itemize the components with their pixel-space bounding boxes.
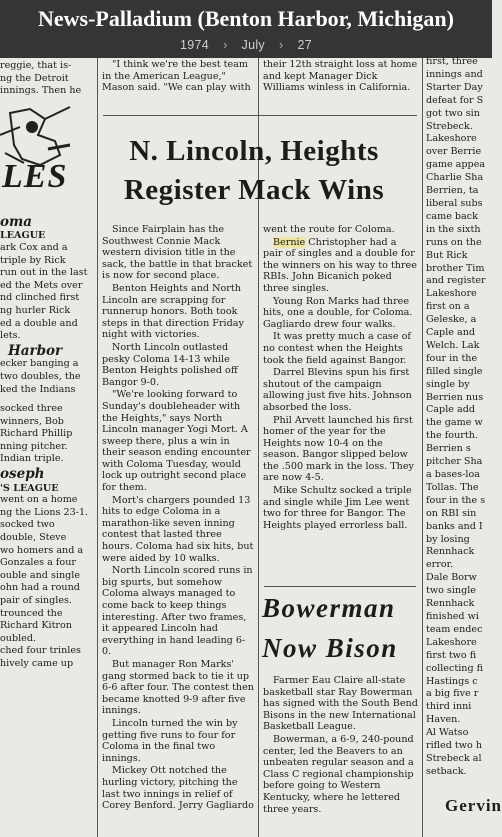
text-line: the game w: [426, 417, 483, 429]
text-line: the fourth.: [426, 430, 478, 442]
breadcrumb-day[interactable]: 27: [297, 38, 312, 52]
text-line: ed a double and: [0, 317, 78, 329]
text-line: reggie, that is-: [0, 60, 72, 71]
text-line: first, three: [426, 56, 478, 67]
text-line: and register: [426, 275, 486, 287]
logo-lettering: LES: [2, 157, 68, 195]
paragraph: "I think we're the best team in the American League," Mason said. "We can play with: [102, 59, 251, 94]
paragraph: "We're looking forward to Sunday's doubleheader with the Heights," says North Lincoln manager Yogi Mort. A sweep there, plus a win in their season ending encounter with Coloma Tuesday, would lock up outright second place for them.: [102, 389, 251, 494]
team-logo-sketch: [0, 105, 95, 213]
column-2-top: [102, 59, 254, 99]
text-line: game appea: [426, 159, 486, 171]
text-line: ched four trinles: [0, 645, 81, 657]
paragraph-text: Christopher had a pair of singles and a double for the winners on his way to three RBIs. John Bicanich poked three singles.: [263, 236, 417, 294]
text-line: ng the Detroit: [0, 72, 69, 84]
breadcrumb-year[interactable]: 1974: [180, 38, 210, 52]
paragraph: Mike Schultz socked a triple and single while Jim Lee went two for three for Bangor. The Heights played errorless ball.: [263, 485, 412, 531]
text-line: innings and: [426, 68, 483, 80]
text-line: pitcher Sha: [426, 456, 483, 468]
text-line: Caple and: [426, 327, 476, 339]
text-line: liberal subs: [426, 197, 483, 209]
headline-line: N. Lincoln, Heights: [129, 135, 379, 167]
text-line: Lakeshore: [426, 636, 477, 648]
text-line: ohn had a round: [0, 582, 80, 594]
paragraph: It was pretty much a case of no contest when the Heights took the field against Bangor.: [263, 331, 411, 366]
text-line: Dale Borw: [426, 572, 477, 584]
text-line: Strebeck.: [426, 120, 473, 132]
paragraph: Benton Heights and North Lincoln are scrapping for runnerup honors. Both took steps in that direction Friday night with victories.: [102, 282, 244, 341]
breadcrumb-month[interactable]: July: [241, 38, 265, 52]
paragraph: North Lincoln scored runs in big spurts, but somehow Coloma always managed to come back to keep things interesting. After two frames, it appeared Lincoln had everything in hand leading 6-0.: [102, 565, 253, 658]
text-line: ked the Indians: [0, 383, 76, 395]
headline-rule: [103, 115, 417, 116]
text-line: trounced the: [0, 607, 63, 619]
paragraph: [263, 237, 418, 295]
text-line: ecker banging a: [0, 358, 79, 370]
paragraph: Mickey Ott notched the hurling victory, pitching the last two innings in relief of Corey Benford. Jerry Gagliardo: [102, 765, 254, 812]
league-head: 'S LEAGUE: [0, 482, 59, 494]
text-line: two single: [426, 585, 476, 597]
text-line: But Rick: [426, 249, 468, 261]
second-headline: [262, 588, 412, 668]
headline-line: Bowerman: [262, 593, 396, 623]
text-line: Gonzales a four: [0, 557, 76, 569]
text-line: socked two: [0, 519, 55, 531]
text-line: ng the Lions 23-1.: [0, 506, 89, 518]
text-line: collecting fi: [426, 662, 484, 674]
paragraph: Since Fairplain has the Southwest Connie Mack western division title in the sack, the battle in that bracket is now for second place.: [102, 224, 253, 282]
text-line: banks and I: [426, 520, 483, 532]
text-line: on RBI sin: [426, 507, 477, 519]
text-line: run out in the last: [0, 267, 88, 279]
story-divider: [264, 586, 416, 587]
text-line: setback.: [426, 765, 467, 777]
newspaper-page: [0, 56, 502, 837]
column-3-body: [263, 224, 418, 584]
text-line: went on a home: [0, 494, 78, 506]
text-line: a bases-loa: [426, 469, 480, 480]
headline-line: Now Bison: [262, 633, 398, 663]
text-line: team endec: [426, 623, 483, 635]
column-rule: [422, 58, 423, 837]
text-line: error.: [426, 559, 454, 571]
paragraph: North Lincoln outlasted pesky Coloma 14-13 while Benton Heights polished off Bangor 9-0.: [102, 341, 238, 388]
text-line: Richard Kitron: [0, 620, 72, 632]
text-line: hively came up: [0, 657, 74, 669]
paragraph: Phil Arvett launched his first homer of the year for the Heights now 10-4 on the season. Bangor slipped below the .500 mark in the loss. They are now 4-5.: [263, 414, 414, 484]
paragraph: Bowerman, a 6-9, 240-pound center, led the Beavers to an unbeaten regular season and a Class C regional championship before going to Western Kentucky, where he lettered three years.: [263, 733, 414, 815]
paragraph: Mort's chargers pounded 13 hits to edge Coloma in a marathon-like seven inning contest that lasted three hours. Coloma had six hits, but were aided by 10 walks.: [102, 494, 254, 564]
text-line: pair of singles.: [0, 595, 72, 606]
column-3-top: [263, 59, 418, 99]
section-head: oma: [0, 213, 33, 230]
text-line: Hastings c: [426, 675, 478, 687]
section-head: Harbor: [8, 342, 63, 359]
column-right-lines: [426, 56, 492, 779]
text-line: Lakeshore: [426, 133, 477, 145]
text-line: first on a: [426, 301, 470, 313]
text-line: Caple add: [426, 404, 475, 416]
text-line: Al Watso: [426, 727, 469, 739]
text-line: four in the: [426, 352, 478, 364]
paragraph: Young Ron Marks had three hits, one a double, for Coloma. Gagliardo drew four walks.: [263, 295, 413, 330]
column-right: [426, 56, 492, 791]
text-line: ouble and single: [0, 569, 81, 581]
text-line: single by: [426, 378, 470, 390]
text-line: winners, Bob: [0, 415, 64, 427]
text-line: Charlie Sha: [426, 172, 484, 184]
league-head: LEAGUE: [0, 230, 46, 242]
text-line: Richard Phillip: [0, 428, 73, 440]
section-head: oseph: [0, 466, 45, 483]
paragraph: Farmer Eau Claire all-state basketball star Ray Bowerman has signed with the South Bend Bisons in the new International Basketball League.: [263, 675, 418, 733]
text-line: Berrien nus: [426, 391, 484, 403]
text-line: Haven.: [426, 714, 461, 726]
text-line: by losing: [426, 533, 470, 545]
paragraph: Darrel Blevins spun his first shutout of the campaign allowing just five hits. Johnson absorbed the loss.: [263, 367, 412, 413]
text-line: filled single: [426, 365, 483, 377]
text-line: Geleske, a: [426, 314, 477, 326]
text-line: four in the s: [426, 494, 486, 506]
column-2-body: [102, 224, 254, 837]
text-line: ng hurler Rick: [0, 304, 71, 316]
text-line: defeat for S: [426, 94, 484, 106]
column-rule: [97, 58, 98, 837]
column-left: [0, 60, 95, 837]
text-line: Starter Day: [426, 81, 483, 93]
text-line: Berrien, ta: [426, 185, 479, 197]
text-line: brother Tim: [426, 262, 485, 274]
text-line: a big five r: [426, 688, 479, 700]
text-line: third inni: [426, 701, 472, 713]
chevron-right-icon: ›: [278, 38, 284, 52]
text-line: Indian triple.: [0, 453, 64, 465]
text-line: finished wi: [426, 610, 479, 622]
text-line: in the sixth: [426, 223, 481, 235]
text-line: two doubles, the: [0, 370, 81, 382]
column-right-head: Gervin: [445, 796, 502, 815]
top-bar: [0, 0, 492, 58]
text-line: Strebeck al: [426, 752, 482, 764]
highlighted-word[interactable]: Bernie: [273, 236, 306, 248]
text-line: socked three: [0, 403, 63, 415]
text-line: nd clinched first: [0, 292, 80, 304]
text-line: first two fi: [426, 649, 477, 661]
chevron-right-icon: ›: [223, 38, 228, 52]
paragraph: But manager Ron Marks' gang stormed back to tie it up 6-6 after four. The contest then became knotted 9-9 after five innings.: [102, 658, 254, 717]
text-line: Welch. Lak: [426, 339, 480, 351]
text-line: ark Cox and a: [0, 241, 68, 253]
text-line: came back: [426, 210, 478, 222]
newspaper-title: News-Palladium (Benton Harbor, Michigan): [38, 6, 454, 31]
text-line: lets.: [0, 330, 21, 342]
text-line: wo homers and a: [0, 544, 84, 556]
text-line: Lakeshore: [426, 288, 477, 300]
paragraph: went the route for Coloma.: [263, 224, 395, 235]
text-line: Rennhack: [426, 598, 475, 610]
text-line: nning pitcher.: [0, 440, 68, 452]
text-line: rifled two h: [426, 740, 482, 752]
text-line: Berrien s: [426, 443, 471, 455]
text-line: Rennhack: [426, 546, 475, 558]
text-line: Tollas. The: [426, 481, 479, 493]
text-line: oubled.: [0, 632, 37, 644]
text-line: runs on the: [426, 236, 482, 248]
paragraph: their 12th straight loss at home and kept Manager Dick Williams winless in California.: [263, 59, 418, 94]
breadcrumb: [0, 38, 492, 52]
paragraph: Lincoln turned the win by getting five runs to four for Coloma in the final two innings.: [102, 717, 238, 764]
text-line: ed the Mets over: [0, 279, 83, 291]
text-line: over Berrie: [426, 146, 482, 158]
headline-line: Register Mack Wins: [123, 174, 385, 206]
text-line: got two sin: [426, 107, 480, 119]
column-3-bottom: [263, 675, 418, 837]
text-line: innings. Then he: [0, 85, 82, 97]
text-line: double, Steve: [0, 532, 67, 544]
text-line: triple by Rick: [0, 254, 66, 266]
main-headline: [103, 132, 405, 210]
